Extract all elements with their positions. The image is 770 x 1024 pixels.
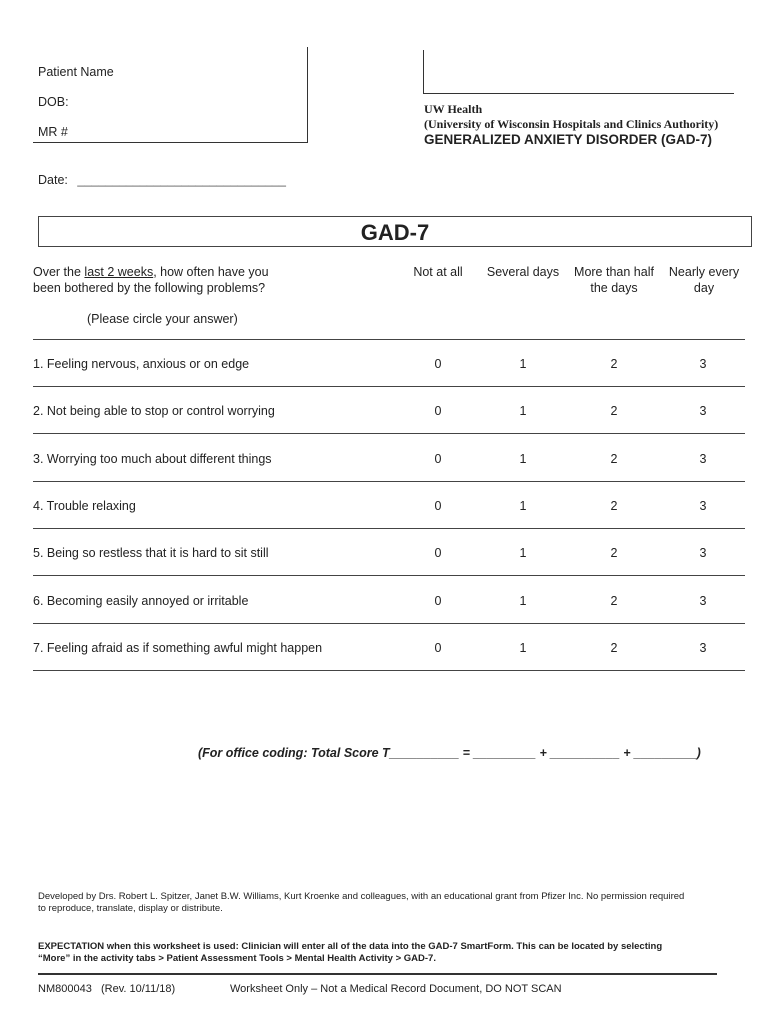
score-option[interactable]: 2	[610, 640, 618, 655]
score-option[interactable]: 3	[699, 357, 707, 371]
question-text: 5. Being so restless that it is hard to sit still	[33, 546, 269, 561]
score-option[interactable]: 1	[519, 357, 527, 371]
date-label: Date:	[38, 173, 68, 187]
column-header-line1: Not at all	[413, 265, 463, 279]
row-divider	[33, 433, 745, 434]
score-option[interactable]: 3	[699, 546, 707, 561]
score-option[interactable]: 0	[434, 451, 442, 466]
gad7-heading: GAD-7	[360, 220, 430, 245]
score-option[interactable]: 3	[699, 640, 707, 655]
date-field[interactable]	[38, 173, 286, 187]
patient-box-right-border	[307, 47, 308, 143]
question-suffix: , how often have you	[153, 265, 269, 279]
score-option[interactable]: 1	[519, 451, 527, 466]
expectation-text	[38, 941, 738, 965]
score-option[interactable]: 3	[699, 498, 707, 513]
dob-label: DOB:	[38, 95, 69, 109]
score-option[interactable]: 0	[434, 546, 442, 561]
credit-text	[38, 891, 738, 915]
question-text: 2. Not being able to stop or control worrying	[33, 404, 275, 419]
office-coding-total-score: (For office coding: Total Score T__________ = _________ + __________ + _________)	[198, 746, 701, 760]
score-option[interactable]: 2	[610, 593, 618, 608]
score-option[interactable]: 1	[519, 593, 527, 608]
patient-name-label: Patient Name	[38, 65, 114, 79]
score-option[interactable]: 0	[434, 404, 442, 419]
question-prefix: Over the	[33, 265, 85, 279]
question-emphasis: last 2 weeks	[84, 265, 154, 279]
column-header-not-at-all	[398, 264, 478, 280]
credit-line2: to reproduce, translate, display or distribute.	[38, 903, 223, 914]
org-box-bottom-border	[423, 93, 734, 94]
form-code: NM800043 (Rev. 10/11/18)	[38, 983, 176, 995]
row-divider	[33, 481, 745, 482]
column-header-more-than-half	[568, 264, 660, 296]
question-text: 3. Worrying too much about different things	[33, 451, 272, 466]
score-option[interactable]: 2	[610, 546, 618, 561]
gad7-heading-box	[38, 216, 752, 247]
question-header	[33, 264, 269, 296]
question-text: 4. Trouble relaxing	[33, 498, 136, 513]
mr-label: MR #	[38, 125, 68, 139]
column-header-line2: day	[693, 281, 715, 295]
question-text: 6. Becoming easily annoyed or irritable	[33, 593, 249, 608]
question-text: 7. Feeling afraid as if something awful might happen	[33, 640, 323, 655]
expectation-line2: “More” in the activity tabs > Patient Assessment Tools > Mental Health Activity > GAD-7.	[38, 953, 436, 964]
column-header-line1: More than half	[574, 265, 654, 279]
column-header-line1: Several days	[486, 265, 560, 279]
question-text: 1. Feeling nervous, anxious or on edge	[33, 357, 250, 371]
expectation-line1: EXPECTATION when this worksheet is used: Clinician will enter all of the data into the GAD-7 SmartForm. This can be located by selecting	[38, 941, 663, 952]
score-option[interactable]: 2	[610, 498, 618, 513]
score-option[interactable]: 2	[610, 404, 618, 419]
score-option[interactable]: 3	[699, 404, 707, 419]
score-option[interactable]: 1	[519, 546, 527, 561]
score-option[interactable]: 2	[610, 357, 618, 371]
score-option[interactable]: 0	[434, 640, 442, 655]
credit-line1: Developed by Drs. Robert L. Spitzer, Janet B.W. Williams, Kurt Kroenke and colleagues, with an educational grant from Pfizer Inc. No permission required	[38, 891, 685, 902]
score-option[interactable]: 0	[434, 593, 442, 608]
instruction: (Please circle your answer)	[87, 312, 238, 326]
score-option[interactable]: 0	[434, 357, 442, 371]
score-option[interactable]: 2	[610, 451, 618, 466]
score-option[interactable]: 1	[519, 498, 527, 513]
score-option[interactable]: 1	[519, 404, 527, 419]
org-name: UW Health	[424, 102, 483, 116]
score-option[interactable]: 3	[699, 451, 707, 466]
worksheet-notice: Worksheet Only – Not a Medical Record Document, DO NOT SCAN	[230, 983, 562, 995]
footer-rule	[38, 973, 717, 975]
org-box-left-border	[423, 50, 424, 94]
score-option[interactable]: 0	[434, 498, 442, 513]
question-line2: been bothered by the following problems?	[33, 281, 266, 295]
score-option[interactable]: 1	[519, 640, 527, 655]
column-header-nearly-every-day	[660, 264, 748, 296]
row-divider	[33, 386, 745, 387]
form-title: GENERALIZED ANXIETY DISORDER (GAD-7)	[424, 132, 713, 147]
score-option[interactable]: 3	[699, 593, 707, 608]
divider	[33, 339, 745, 340]
org-full-name: (University of Wisconsin Hospitals and Clinics Authority)	[424, 117, 719, 131]
column-header-several-days	[478, 264, 568, 280]
row-divider	[33, 670, 745, 671]
date-line: ______________________________	[77, 173, 286, 187]
row-divider	[33, 528, 745, 529]
column-header-line1: Nearly every	[668, 265, 740, 279]
row-divider	[33, 575, 745, 576]
row-divider	[33, 623, 745, 624]
column-header-line2: the days	[590, 281, 638, 295]
patient-box-bottom-border	[33, 142, 308, 143]
